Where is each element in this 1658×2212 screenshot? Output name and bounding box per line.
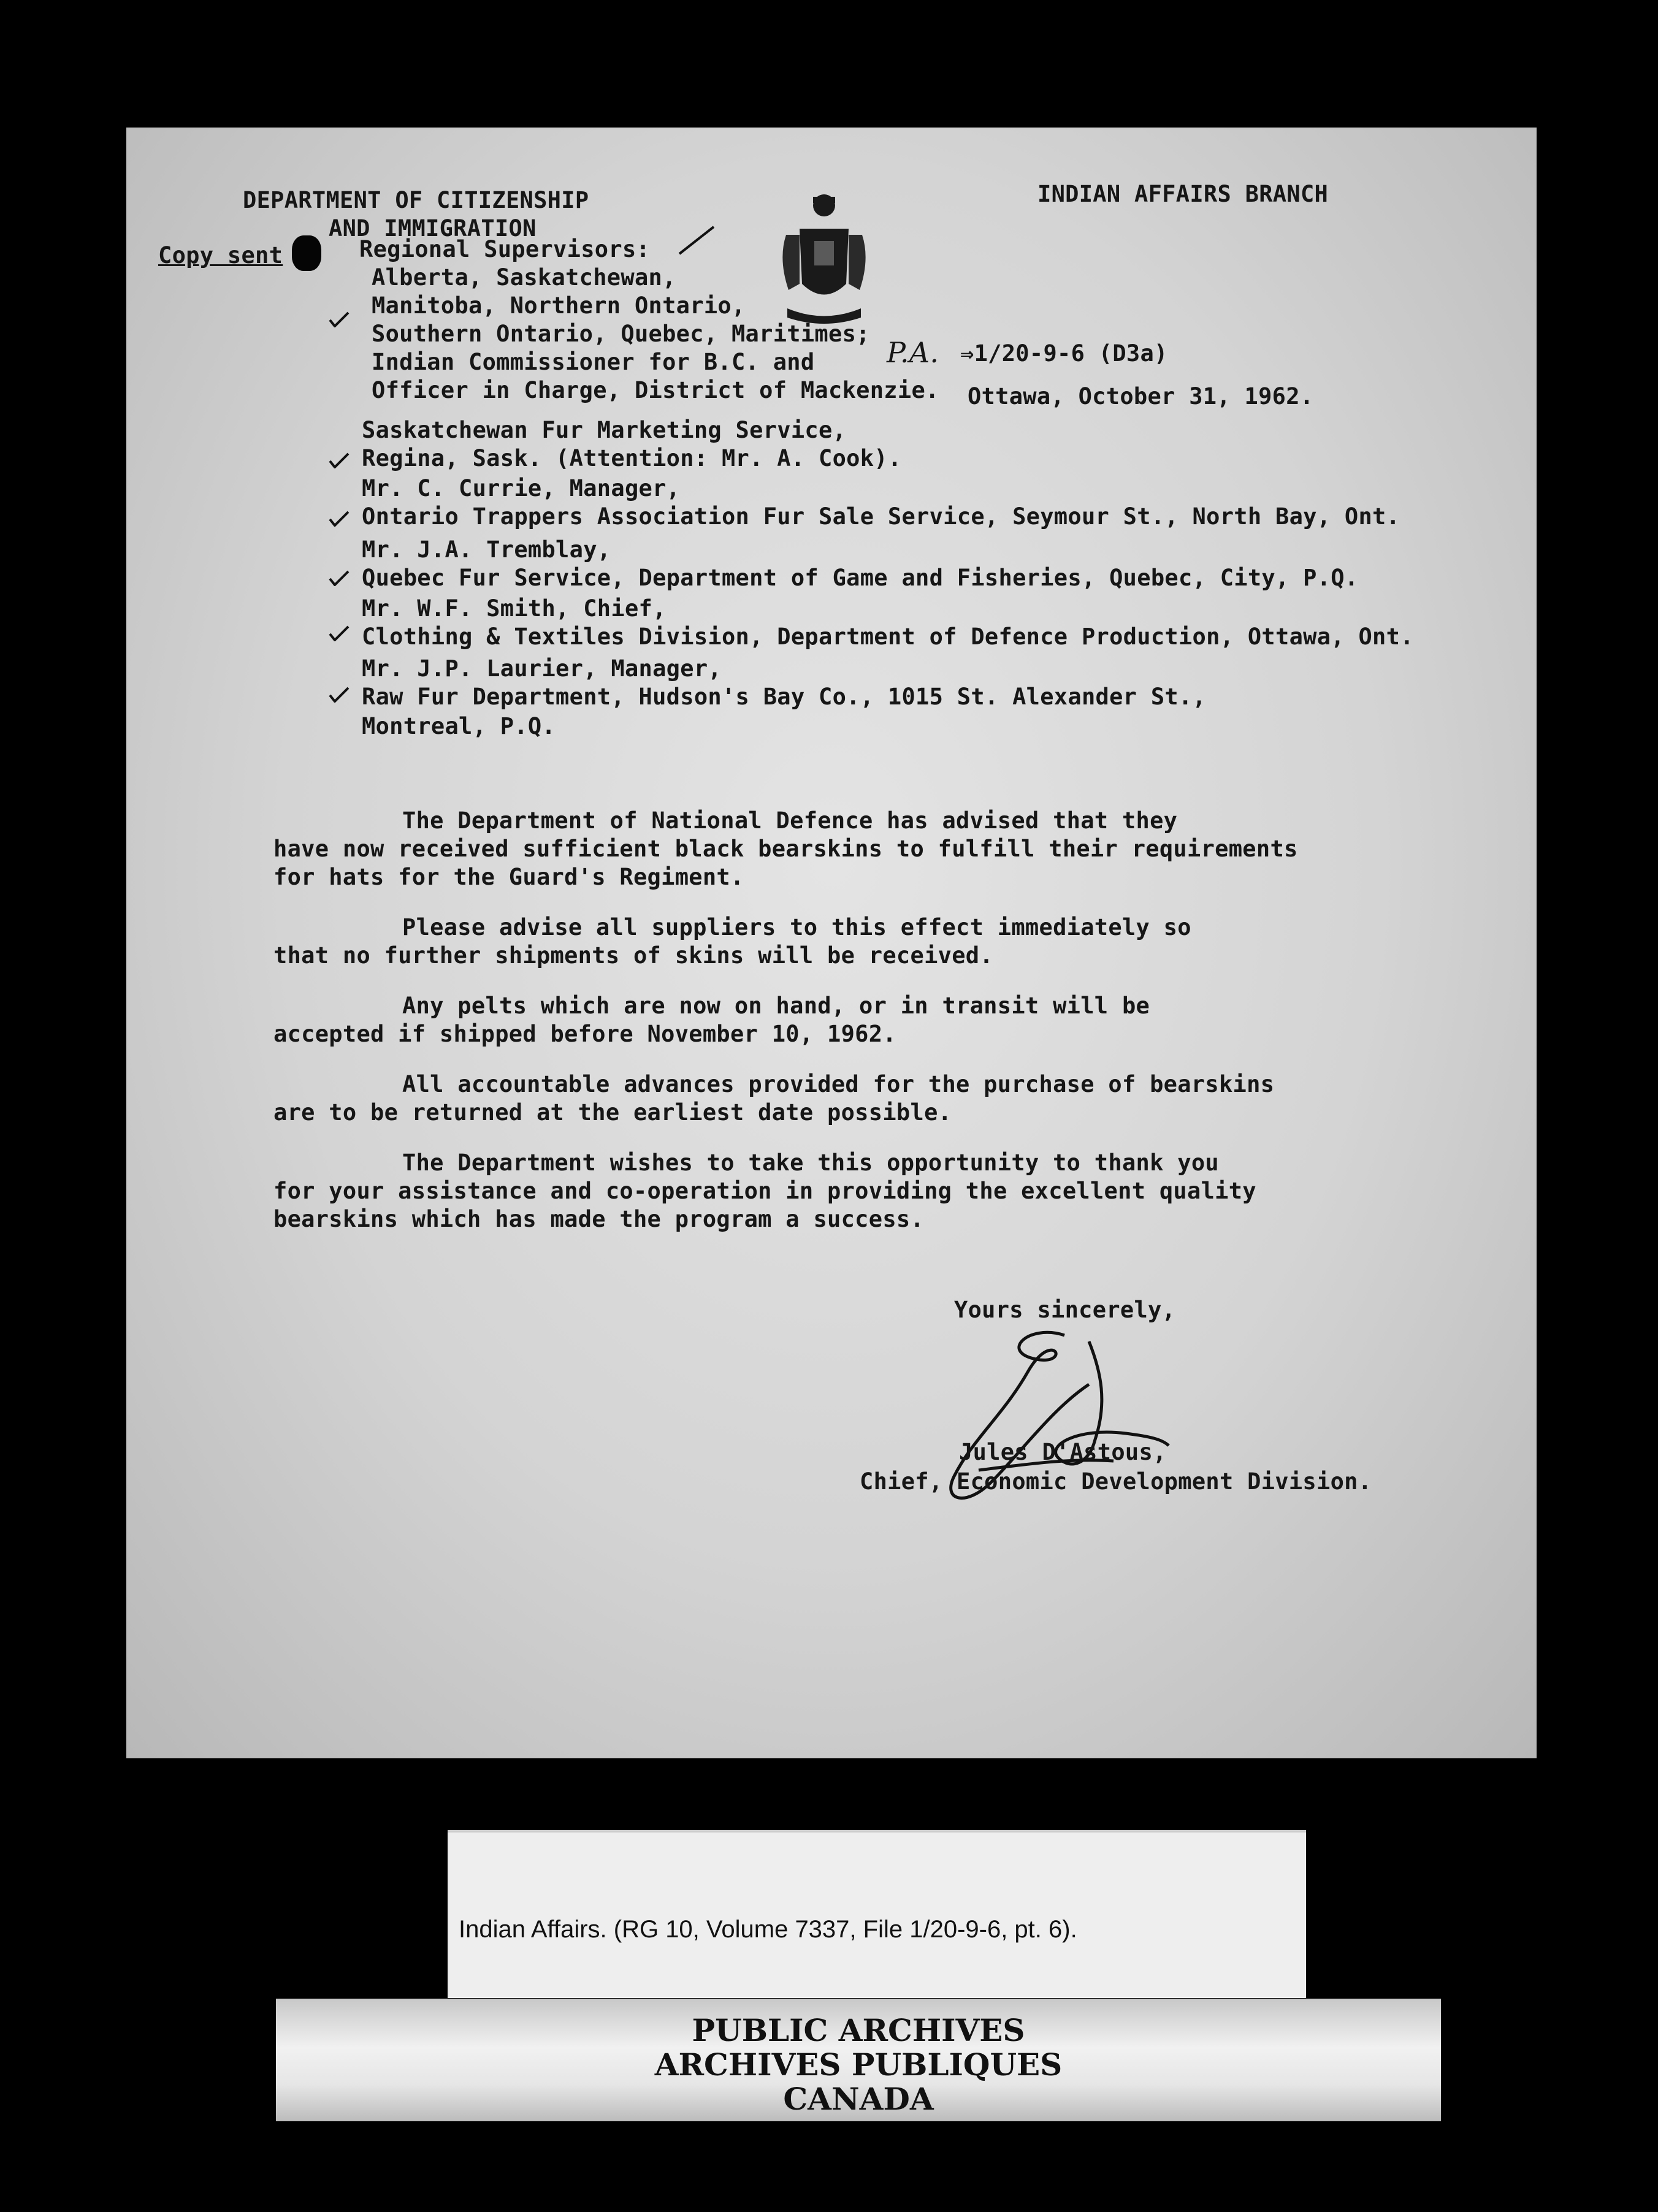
archive-stamp-line: PUBLIC ARCHIVES: [692, 2012, 1025, 2048]
coat-of-arms-icon: [775, 192, 873, 328]
body-line: for hats for the Guard's Regiment.: [273, 864, 744, 890]
body-line: bearskins which has made the program a success.: [273, 1206, 925, 1232]
body-line: The Department wishes to take this opportunity to thank you: [402, 1150, 1219, 1176]
closing: Yours sincerely,: [954, 1297, 1176, 1323]
addressee-line: Officer in Charge, District of Mackenzie.: [372, 377, 939, 403]
letter-page: [126, 128, 1537, 1758]
check-mark-icon: [329, 311, 350, 327]
signatory-name: Jules D'Astous,: [959, 1439, 1167, 1465]
archive-stamp: [276, 1999, 1441, 2121]
body-line: Please advise all suppliers to this effect immediately so: [402, 914, 1191, 940]
body-line: are to be returned at the earliest date possible.: [273, 1099, 952, 1126]
addressee-line: Raw Fur Department, Hudson's Bay Co., 1015 St. Alexander St.,: [362, 684, 1207, 710]
archive-caption-card: [448, 1830, 1306, 1998]
addressee-line: Montreal, P.Q.: [362, 713, 556, 739]
addressee-line: Southern Ontario, Quebec, Maritimes;: [372, 321, 870, 347]
addressee-line: Saskatchewan Fur Marketing Service,: [362, 417, 847, 443]
addressee-line: Ontario Trappers Association Fur Sale Service, Seymour St., North Bay, Ont.: [362, 503, 1400, 530]
body-line: All accountable advances provided for the purchase of bearskins: [402, 1071, 1275, 1097]
addressee-line: Quebec Fur Service, Department of Game and Fisheries, Quebec, City, P.Q.: [362, 565, 1359, 591]
addressee-line: Mr. J.P. Laurier, Manager,: [362, 655, 722, 682]
check-mark-icon: [329, 511, 350, 527]
addressee-line: Manitoba, Northern Ontario,: [372, 292, 746, 319]
signatory-title: Chief, Economic Development Division.: [860, 1468, 1372, 1495]
addressee-line: Regional Supervisors:: [359, 236, 651, 262]
addressee-line: Alberta, Saskatchewan,: [372, 264, 676, 291]
check-mark-icon: [329, 687, 350, 703]
body-line: Any pelts which are now on hand, or in transit will be: [402, 993, 1150, 1019]
check-mark-icon: [329, 625, 350, 641]
addressee-line: Mr. W.F. Smith, Chief,: [362, 595, 667, 622]
body-line: The Department of National Defence has advised that they: [402, 807, 1178, 834]
archive-stamp-line: CANADA: [783, 2081, 934, 2117]
body-line: that no further shipments of skins will be received.: [273, 942, 993, 969]
body-line: accepted if shipped before November 10, 1962.: [273, 1021, 896, 1047]
body-line: have now received sufficient black bearskins to fulfill their requirements: [273, 836, 1298, 862]
letter-date: Ottawa, October 31, 1962.: [968, 383, 1314, 410]
addressee-line: Mr. C. Currie, Manager,: [362, 475, 681, 502]
check-mark-icon: [329, 452, 350, 468]
archive-stamp-line: ARCHIVES PUBLIQUES: [654, 2046, 1063, 2083]
file-reference: ⇒1/20-9-6 (D3a): [960, 340, 1168, 367]
addressee-line: Regina, Sask. (Attention: Mr. A. Cook).: [362, 445, 902, 471]
addressee-line: Mr. J.A. Tremblay,: [362, 536, 611, 563]
body-line: for your assistance and co-operation in providing the excellent quality: [273, 1178, 1256, 1204]
handwritten-initials: P.A.: [887, 336, 939, 369]
redaction-mark: [292, 235, 321, 271]
check-mark-icon: [329, 570, 350, 586]
copy-sent-label: Copy sent: [158, 242, 283, 269]
archive-caption: Indian Affairs. (RG 10, Volume 7337, File 1/20-9-6, pt. 6).: [459, 1916, 1077, 1943]
addressee-line: Indian Commissioner for B.C. and: [372, 349, 815, 375]
check-mark-icon: [678, 226, 715, 256]
department-line-1: DEPARTMENT OF CITIZENSHIP: [243, 187, 589, 213]
branch-name: INDIAN AFFAIRS BRANCH: [1037, 181, 1329, 207]
department-line-2: AND IMMIGRATION: [329, 215, 537, 242]
addressee-line: Clothing & Textiles Division, Department of Defence Production, Ottawa, Ont.: [362, 624, 1414, 650]
